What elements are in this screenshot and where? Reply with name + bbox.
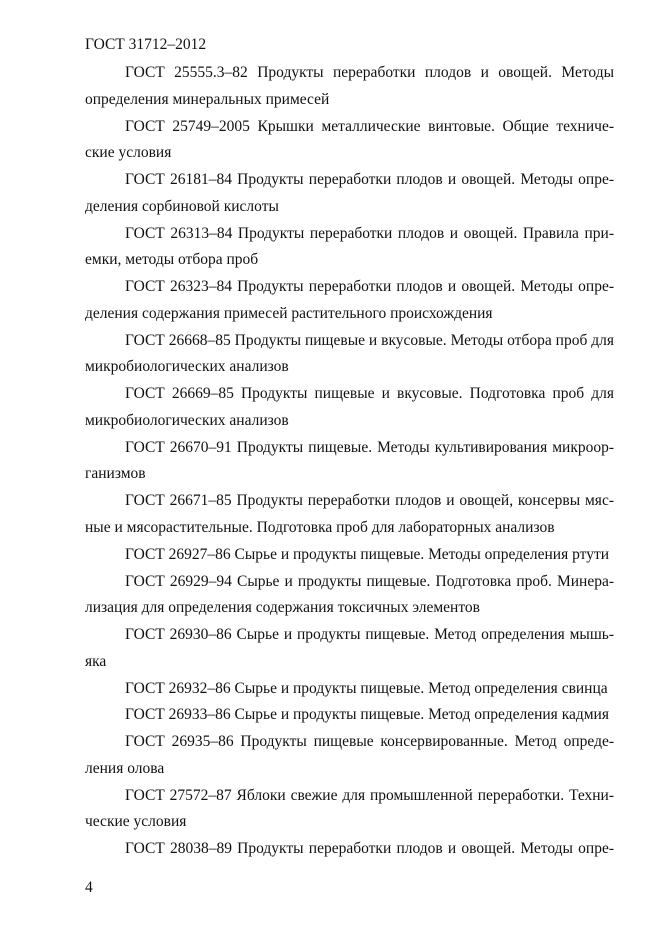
reference-item [85,676,614,703]
reference-item [85,114,614,168]
reference-item [85,60,614,114]
reference-item [85,274,614,328]
reference-item [85,622,614,676]
reference-item [85,328,614,382]
reference-code: ГОСТ 26935–86 [125,733,234,751]
reference-title: Продукты переработки плодов и овощей. Методы определения сорбиновой кислоты [85,171,614,215]
reference-title: Сырье и продукты пищевые. Методы определения ртути [234,545,610,563]
reference-code: ГОСТ 26671–85 [125,492,232,510]
reference-item [85,702,614,729]
reference-title: Продукты переработки плодов и овощей. Методы опре- [237,840,614,858]
reference-code: ГОСТ 25555.3–82 [125,64,248,81]
reference-title: Продукты переработки плодов и овощей. Методы определения содержания примесей растительного происхождения [85,278,614,322]
reference-code: ГОСТ 26933–86 [125,706,231,724]
reference-code: ГОСТ 26927–86 [125,545,231,563]
reference-item [85,221,614,275]
document-code: ГОСТ 31712–2012 [85,36,207,53]
reference-title: Продукты пищевые и вкусовые. Подготовка проб для микробиологических анализов [85,385,614,429]
reference-item [85,381,614,435]
reference-code: ГОСТ 26670–91 [125,438,232,456]
document-header [85,36,206,54]
reference-title: Сырье и продукты пищевые. Подготовка проб. Минерализация для определения содержания токсичных элементов [85,572,615,617]
reference-item [85,729,614,783]
reference-title: Продукты переработки плодов и овощей, консервы мясные и мясорастительные. Подготовка проб для лабораторных анализов [85,492,614,537]
reference-code: ГОСТ 26669–85 [125,385,234,403]
reference-title: Яблоки свежие для промышленной переработки. Технические условия [85,786,615,831]
reference-code: ГОСТ 25749–2005 [125,117,250,135]
reference-item [85,167,614,221]
reference-code: ГОСТ 26323–84 [125,278,232,296]
reference-item [85,783,614,837]
reference-code: ГОСТ 26932–86 [125,679,231,697]
reference-code: ГОСТ 28038–89 [125,840,232,858]
reference-title: Сырье и продукты пищевые. Метод определения мышьяка [85,626,615,670]
reference-code: ГОСТ 26929–94 [125,572,232,590]
reference-code: ГОСТ 26313–84 [125,224,233,242]
references-list [85,60,614,863]
reference-item [85,569,614,623]
page-number: 4 [85,879,93,896]
reference-title: Продукты переработки плодов и овощей. Правила приемки, методы отбора проб [85,224,615,269]
reference-item [85,542,614,569]
reference-title: Продукты переработки плодов и овощей. Методы определения минеральных примесей [85,64,614,108]
reference-title: Продукты пищевые консервированные. Метод определения олова [85,733,615,777]
reference-item [85,836,614,863]
reference-item [85,435,614,489]
reference-item [85,488,614,542]
reference-title: Сырье и продукты пищевые. Метод определения свинца [234,679,608,697]
reference-code: ГОСТ 26668–85 [125,331,231,349]
reference-code: ГОСТ 27572–87 [125,786,232,804]
reference-title: Продукты пищевые. Методы культивирования микроорганизмов [85,438,615,483]
reference-code: ГОСТ 26930–86 [125,626,232,644]
reference-title: Сырье и продукты пищевые. Метод определения кадмия [234,706,609,724]
reference-title: Крышки металлические винтовые. Общие технические условия [85,117,614,162]
reference-code: ГОСТ 26181–84 [125,171,232,189]
reference-title: Продукты пищевые и вкусовые. Методы отбора проб для микробиологических анализов [85,331,615,376]
